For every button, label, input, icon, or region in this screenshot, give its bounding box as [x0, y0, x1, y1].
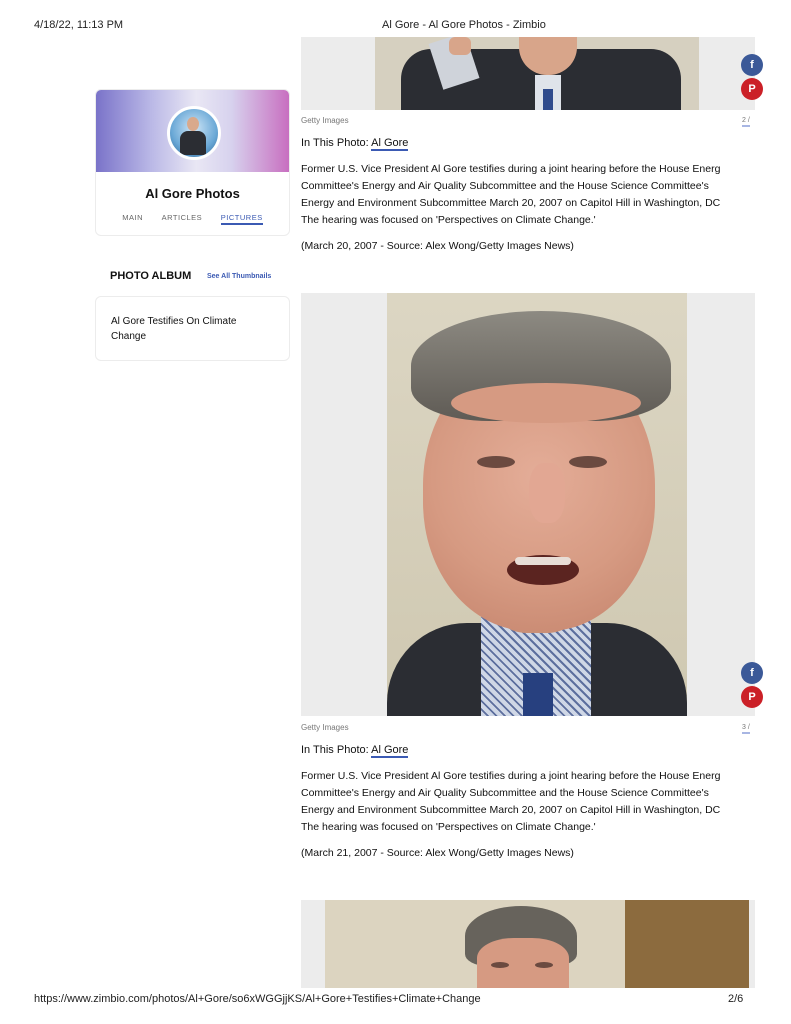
- print-page-title: Al Gore - Al Gore Photos - Zimbio: [382, 19, 546, 31]
- photo-description: [301, 768, 755, 836]
- page-indicator: 2 /: [742, 117, 750, 127]
- in-this-photo-label: In This Photo:: [301, 137, 369, 149]
- page-indicator: 3 /: [742, 724, 750, 734]
- in-this-photo: [301, 137, 408, 149]
- photo-3[interactable]: [301, 900, 755, 988]
- description-line: Energy and Environment Subcommittee March 20, 2007 on Capitol Hill in Washington, DC: [301, 197, 721, 209]
- print-datetime: 4/18/22, 11:13 PM: [34, 19, 124, 31]
- tab-main[interactable]: MAIN: [122, 213, 144, 222]
- photo-1[interactable]: [301, 37, 755, 110]
- description-line: Former U.S. Vice President Al Gore testifies during a joint hearing before the House Energ: [301, 770, 721, 782]
- pinterest-icon[interactable]: P: [741, 78, 763, 100]
- facebook-icon[interactable]: f: [741, 54, 763, 76]
- person-link[interactable]: Al Gore: [371, 744, 409, 756]
- pinterest-icon[interactable]: P: [741, 686, 763, 708]
- in-this-photo: [301, 744, 408, 756]
- photo-description: [301, 161, 755, 229]
- photo-album-heading: PHOTO ALBUM: [110, 270, 192, 282]
- print-url: https://www.zimbio.com/photos/Al+Gore/so6xWGGjjKS/Al+Gore+Testifies+Climate+Change: [34, 993, 481, 1005]
- avatar[interactable]: [167, 106, 221, 160]
- description-line: Committee's Energy and Air Quality Subcommittee and the House Science Committee's: [301, 787, 709, 799]
- description-line: Committee's Energy and Air Quality Subcommittee and the House Science Committee's: [301, 180, 709, 192]
- tab-articles[interactable]: ARTICLES: [161, 213, 203, 222]
- album-item[interactable]: Al Gore Testifies On Climate Change: [111, 316, 237, 342]
- tab-pictures[interactable]: PICTURES: [221, 213, 263, 225]
- photo-credit: Getty Images: [301, 116, 349, 125]
- photo-credit: Getty Images: [301, 723, 349, 732]
- profile-card: [95, 89, 290, 236]
- print-page-number: 2/6: [728, 993, 744, 1005]
- photo-source: (March 21, 2007 - Source: Alex Wong/Getty Images News): [301, 847, 574, 859]
- see-all-thumbnails-link[interactable]: See All Thumbnails: [207, 273, 272, 280]
- description-line: The hearing was focused on 'Perspectives on Climate Change.': [301, 821, 596, 833]
- in-this-photo-label: In This Photo:: [301, 744, 369, 756]
- description-line: Former U.S. Vice President Al Gore testifies during a joint hearing before the House Energ: [301, 163, 721, 175]
- description-line: Energy and Environment Subcommittee March 20, 2007 on Capitol Hill in Washington, DC: [301, 804, 721, 816]
- description-line: The hearing was focused on 'Perspectives on Climate Change.': [301, 214, 596, 226]
- profile-title: Al Gore Photos: [145, 186, 240, 201]
- photo-source: (March 20, 2007 - Source: Alex Wong/Getty Images News): [301, 240, 574, 252]
- profile-tabs: [96, 213, 289, 225]
- person-link[interactable]: Al Gore: [371, 137, 409, 149]
- photo-2[interactable]: [301, 293, 755, 716]
- facebook-icon[interactable]: f: [741, 662, 763, 684]
- album-list: [95, 296, 290, 361]
